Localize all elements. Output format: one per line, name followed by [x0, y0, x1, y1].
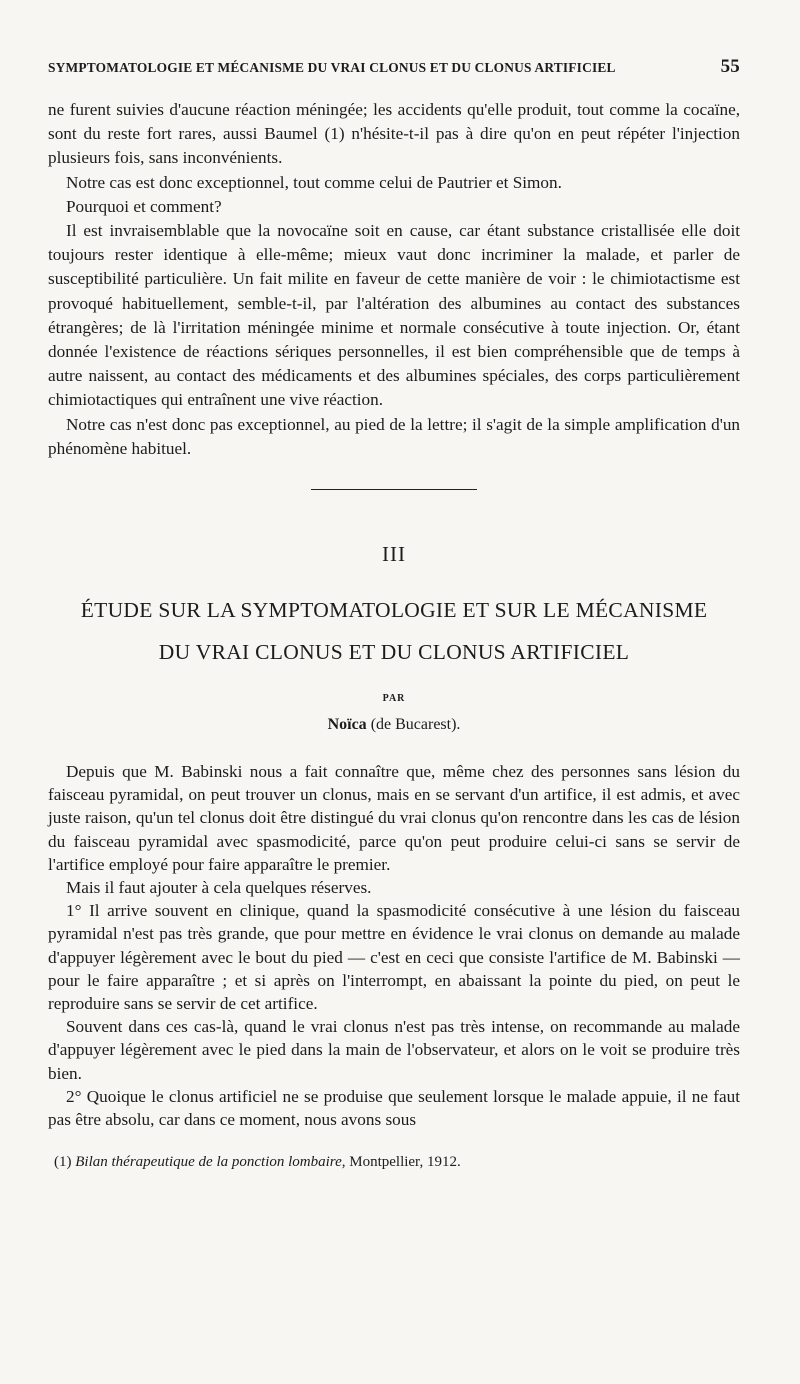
footnote-marker: (1)	[54, 1154, 72, 1171]
author-name: Noïca	[327, 716, 367, 734]
paragraph: Mais il faut ajouter à cela quelques réserves.	[66, 878, 372, 898]
section-title	[48, 589, 740, 673]
section-title-line: ÉTUDE SUR LA SYMPTOMATOLOGIE ET SUR LE MÉCANISME	[80, 598, 708, 623]
paragraph: 2° Quoique le clonus artificiel ne se produise que seulement lorsque le malade appuie, il ne faut pas être absolu, car dans ce moment, nous avons sous	[48, 1086, 740, 1130]
section-title-line: DU VRAI CLONUS ET DU CLONUS ARTIFICIEL	[158, 640, 630, 665]
footnote	[48, 1154, 740, 1171]
running-title: SYMPTOMATOLOGIE ET MÉCANISME DU VRAI CLONUS ET DU CLONUS ARTIFICIEL	[48, 60, 616, 75]
paragraph: Pourquoi et comment?	[66, 196, 222, 216]
by-line: PAR	[382, 693, 406, 705]
article-text	[48, 760, 740, 1131]
paragraph: Souvent dans ces cas-là, quand le vrai clonus n'est pas très intense, on recommande au malade d'appuyer légèrement avec le pied dans la main de l'observateur, et alors on le voit se produire très bien.	[48, 1017, 740, 1083]
footnote-place-date: Montpellier, 1912.	[349, 1154, 461, 1171]
footnote-title: Bilan thérapeutique de la ponction lombaire,	[75, 1154, 346, 1171]
author-line	[48, 716, 740, 734]
preceding-article-text	[48, 98, 740, 461]
paragraph: 1° Il arrive souvent en clinique, quand la spasmodicité consécutive à une lésion du faisceau pyramidal n'est pas très grande, que pour mettre en évidence le vrai clonus on demande au malade d'appuyer légèrement avec le bout du pied — c'est en ceci que consiste l'artifice de M. Babinski — pour le faire apparaître ; et si après on l'interrompt, en abaissant la pointe du pied, on peut le reproduire sans se servir de cet artifice.	[48, 901, 740, 1014]
paragraph: Notre cas n'est donc pas exceptionnel, au pied de la lettre; il s'agit de la simple amplification d'un phénomène habituel.	[48, 414, 740, 458]
page-number: 55	[720, 56, 740, 77]
paragraph: Il est invraisemblable que la novocaïne soit en cause, car étant substance cristallisée elle doit toujours rester identique à elle-même; mieux vaut donc incriminer la malade, et parler de susceptibilité particulière. Un fait milite en faveur de cette manière de voir : le chimiotactisme est provoqué habituellement, semble-t-il, par l'altération des albumines au contact des substances étrangères; de là l'irritation méningée minime et normale consécutive à toute injection. Or, étant donnée l'existence de réactions sériques personnelles, il est bien compréhensible que de temps à autre naissent, au contact des médicaments et des albumines spéciales, des corps particulièrement chimiotactiques qui entraînent une vive réaction.	[48, 221, 740, 410]
paragraph: ne furent suivies d'aucune réaction méningée; les accidents qu'elle produit, tout comme la cocaïne, sont du reste fort rares, aussi Baumel (1) n'hésite-t-il pas à dire qu'on en peut répéter l'injection plusieurs fois, sans inconvénients.	[48, 100, 740, 168]
paragraph: Notre cas est donc exceptionnel, tout comme celui de Pautrier et Simon.	[66, 172, 562, 192]
section-number: III	[382, 542, 406, 567]
author-origin: (de Bucarest).	[370, 716, 461, 734]
section-divider	[311, 489, 477, 490]
page	[48, 56, 740, 1171]
paragraph: Depuis que M. Babinski nous a fait connaître que, même chez des personnes sans lésion du faisceau pyramidal, on peut trouver un clonus, mais en se servant d'un artifice, il est admis, et avec juste raison, qu'un tel clonus doit être distingué du vrai clonus qu'on rencontre dans les cas de lésion du faisceau pyramidal avec spasmodicité, parce qu'on peut produire celui-ci sans se servir de l'artifice employé pour faire apparaître le premier.	[48, 762, 740, 874]
running-header	[48, 56, 740, 78]
